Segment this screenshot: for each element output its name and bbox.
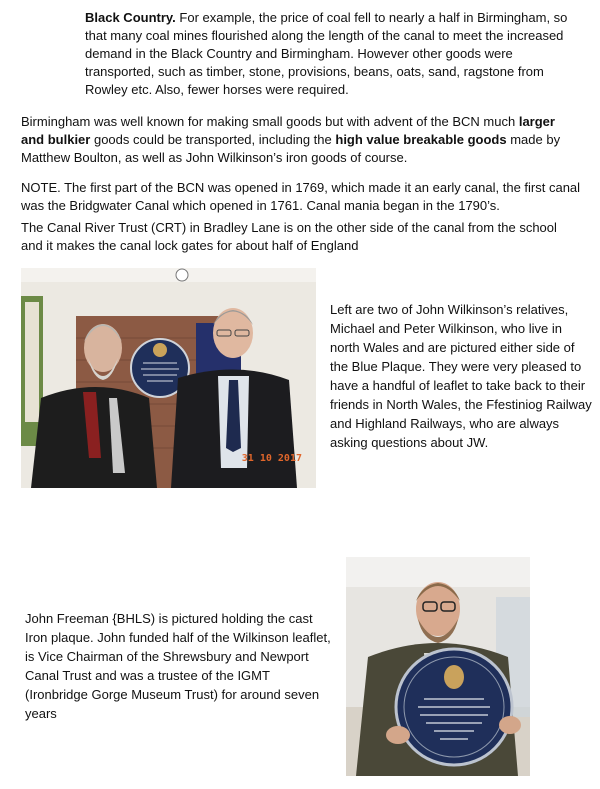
caption-john-freeman: John Freeman {BHLS) is pictured holding the cast Iron plaque. John funded half of the Wilkinson leaflet, is Vice Chairman of the Shrewsbury and Newport Canal Trust and was a trustee of the IGMT (Ironbridge Gorge Museum Trust) for around seven years	[25, 611, 331, 721]
black-country-text: For example, the price of coal fell to nearly a half in Birmingham, so that many coal mines flourished along the length of the canal to meet the increased demand in the Black Country and Birmingham. However other goods were transported, such as timber, stone, provisions, beans, oats, sand, ragstone from Rowley etc. Also, fewer horses were required.	[85, 10, 568, 97]
birmingham-bold-2: high value breakable goods	[335, 132, 507, 147]
black-country-heading: Black Country.	[85, 10, 176, 25]
birmingham-bold-1: larger and bulkier	[21, 114, 555, 147]
paragraph-note: NOTE. The first part of the BCN was opened in 1769, which made it an early canal, the first canal was the Bridgwater Canal which opened in 1761. Canal mania began in the 1790’s.	[21, 180, 581, 213]
photo-john-freeman-plaque	[346, 557, 530, 776]
birmingham-text-1: Birmingham was well known for making small goods but with advent of the BCN much	[21, 114, 519, 129]
caption-wilkinson-relatives: Left are two of John Wilkinson’s relatives, Michael and Peter Wilkinson, who live in north Wales and are pictured either side of the Blue Plaque. They were very pleased to have a handful of leaflet to take back to their friends in North Wales, the Ffestiniog Railway and Highland Railways, who are always asking questions about JW.	[330, 302, 592, 450]
photo-date-stamp: 31 10 2017	[241, 453, 302, 464]
photo-wilkinson-relatives	[21, 268, 316, 488]
paragraph-black-country	[85, 9, 585, 99]
birmingham-text-3: made by Matthew Boulton, as well as John Wilkinson’s iron goods of course.	[21, 132, 561, 165]
paragraph-crt: The Canal River Trust (CRT) in Bradley Lane is on the other side of the canal from the school and it makes the canal lock gates for about half of England	[21, 220, 557, 253]
paragraph-birmingham	[21, 113, 581, 167]
birmingham-text-2: goods could be transported, including the	[90, 132, 336, 147]
